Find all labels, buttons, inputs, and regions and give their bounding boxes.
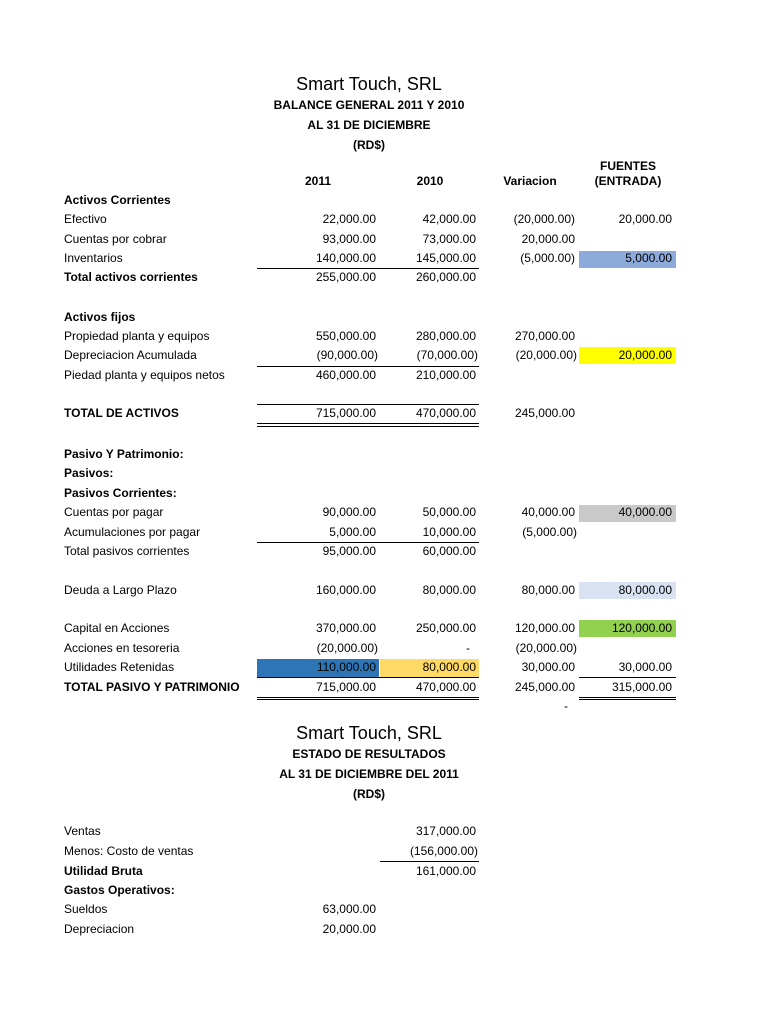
double-underline (257, 423, 479, 424)
row-2011: 93,000.00 (322, 232, 376, 246)
row-2011: (20,000.00) (316, 641, 378, 655)
row-2011: 110,000.00 (316, 660, 376, 674)
row-2011: 95,000.00 (322, 544, 376, 558)
resultados-title: ESTADO DE RESULTADOS (292, 747, 446, 761)
double-underline (579, 699, 676, 700)
row-2010: 80,000.00 (422, 660, 476, 674)
row-variacion: 245,000.00 (514, 406, 575, 420)
header-variacion: Variacion (503, 174, 557, 188)
row-variacion: (20,000.00) (515, 641, 577, 655)
row-fuentes: 80,000.00 (618, 583, 672, 597)
row-label: Cuentas por pagar (64, 505, 164, 519)
row-variacion: (5,000.00) (520, 251, 575, 265)
section-pasivos-corrientes: Pasivos Corrientes: (64, 486, 177, 500)
underline (257, 366, 479, 367)
row-fuentes: 5,000.00 (625, 251, 672, 265)
row-label: Propiedad planta y equipos (64, 329, 210, 343)
row-label: Utilidades Retenidas (64, 660, 175, 674)
underline (380, 861, 479, 862)
row-2011: 715,000.00 (315, 680, 376, 694)
row-2011: 90,000.00 (322, 505, 376, 519)
row-label: Depreciacion Acumulada (64, 348, 197, 362)
header-2011: 2011 (304, 174, 332, 188)
row-fuentes: 40,000.00 (618, 505, 672, 519)
row-fuentes: 20,000.00 (618, 212, 672, 226)
row-variacion: 245,000.00 (514, 680, 575, 694)
row-2011: (90,000.00) (316, 348, 378, 362)
row-2010: 60,000.00 (422, 544, 476, 558)
row-col2: 161,000.00 (415, 864, 476, 878)
row-label: Efectivo (64, 212, 107, 226)
balance-date: AL 31 DE DICIEMBRE (307, 118, 431, 132)
double-underline (257, 697, 479, 698)
row-2010: 73,000.00 (422, 232, 476, 246)
row-label: Inventarios (64, 251, 123, 265)
row-label: Capital en Acciones (64, 621, 170, 635)
row-label: Utilidad Bruta (64, 864, 143, 878)
row-label: Total activos corrientes (64, 270, 198, 284)
double-underline (257, 699, 479, 700)
row-variacion: 270,000.00 (514, 329, 575, 343)
row-label: Cuentas por cobrar (64, 232, 167, 246)
balance-currency: (RD$) (353, 138, 385, 152)
row-col1: 63,000.00 (322, 902, 376, 916)
row-variacion: 120,000.00 (514, 621, 575, 635)
row-fuentes: 120,000.00 (611, 621, 672, 635)
header-entrada: (ENTRADA) (594, 174, 662, 188)
row-2010: 280,000.00 (415, 329, 476, 343)
double-underline (579, 697, 676, 698)
balance-company: Smart Touch, SRL (296, 74, 442, 94)
row-2011: 255,000.00 (315, 270, 376, 284)
row-2010: - (466, 641, 470, 655)
row-variacion: (20,000.00) (513, 212, 575, 226)
row-fuentes: 20,000.00 (618, 348, 672, 362)
row-2011: 550,000.00 (315, 329, 376, 343)
row-label: Gastos Operativos: (64, 883, 175, 897)
double-underline (257, 426, 479, 427)
underline (257, 542, 479, 543)
row-label: Sueldos (64, 902, 108, 916)
header-fuentes: FUENTES (599, 159, 656, 173)
row-fuentes: 30,000.00 (618, 660, 672, 674)
row-label: TOTAL PASIVO Y PATRIMONIO (64, 680, 240, 694)
section-activos-fijos: Activos fijos (64, 310, 136, 324)
row-2010: 210,000.00 (415, 368, 476, 382)
row-variacion: 20,000.00 (521, 232, 575, 246)
row-label: Deuda a Largo Plazo (64, 583, 177, 597)
row-2011: 160,000.00 (315, 583, 376, 597)
balance-title: BALANCE GENERAL 2011 Y 2010 (273, 98, 465, 112)
row-variacion: 80,000.00 (521, 583, 575, 597)
row-2011: 370,000.00 (315, 621, 376, 635)
row-2011: 5,000.00 (329, 525, 376, 539)
row-2010: 10,000.00 (422, 525, 476, 539)
row-label: Menos: Costo de ventas (64, 844, 194, 858)
resultados-company: Smart Touch, SRL (296, 723, 442, 743)
row-label: Ventas (64, 824, 101, 838)
row-2010: 470,000.00 (415, 680, 476, 694)
row-label: Acumulaciones por pagar (64, 525, 201, 539)
header-2010: 2010 (416, 174, 444, 188)
resultados-date: AL 31 DE DICIEMBRE DEL 2011 (279, 767, 459, 781)
section-activos-corrientes: Activos Corrientes (64, 193, 171, 207)
row-col2: 317,000.00 (415, 824, 476, 838)
row-col2: (156,000.00) (409, 844, 478, 858)
row-2010: (70,000.00) (416, 348, 478, 362)
row-2010: 260,000.00 (415, 270, 476, 284)
underline (257, 677, 479, 678)
row-2011: 715,000.00 (315, 406, 376, 420)
stray-dash: - (564, 699, 568, 713)
section-pasivo-patrimonio: Pasivo Y Patrimonio: (64, 447, 184, 461)
row-2010: 50,000.00 (422, 505, 476, 519)
row-label: Depreciacion (64, 922, 135, 936)
row-variacion: (20,000.00) (515, 348, 577, 362)
underline (257, 404, 479, 405)
underline (257, 268, 479, 269)
row-2010: 145,000.00 (415, 251, 476, 265)
row-label: Piedad planta y equipos netos (64, 368, 225, 382)
row-fuentes: 315,000.00 (611, 680, 672, 694)
row-variacion: 30,000.00 (521, 660, 575, 674)
row-2010: 470,000.00 (415, 406, 476, 420)
row-variacion: (5,000.00) (522, 525, 577, 539)
section-pasivos: Pasivos: (64, 466, 114, 480)
row-2011: 140,000.00 (315, 251, 376, 265)
row-2011: 22,000.00 (322, 212, 376, 226)
row-label: Total pasivos corrientes (64, 544, 190, 558)
row-2010: 42,000.00 (422, 212, 476, 226)
resultados-currency: (RD$) (353, 787, 385, 801)
row-label: TOTAL DE ACTIVOS (64, 406, 179, 420)
row-variacion: 40,000.00 (521, 505, 575, 519)
row-2010: 80,000.00 (422, 583, 476, 597)
row-2011: 460,000.00 (315, 368, 376, 382)
row-label: Acciones en tesoreria (64, 641, 180, 655)
row-col1: 20,000.00 (322, 922, 376, 936)
underline (579, 677, 676, 678)
row-2010: 250,000.00 (415, 621, 476, 635)
